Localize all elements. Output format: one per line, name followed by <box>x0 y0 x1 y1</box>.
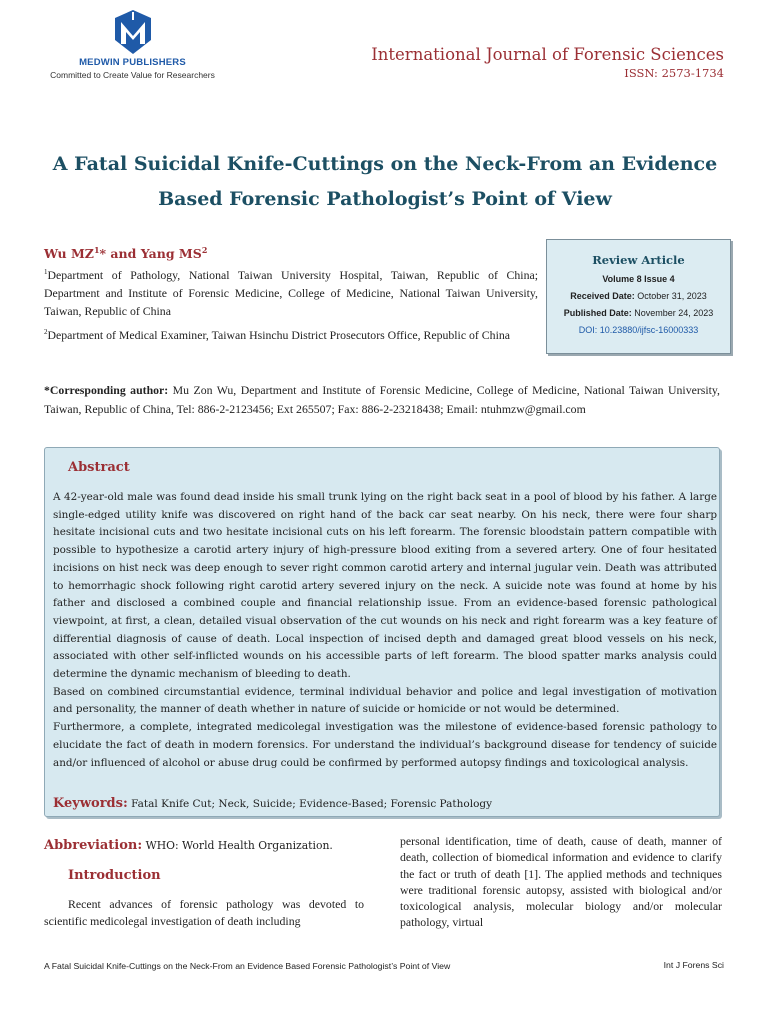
abbreviation-text: WHO: World Health Organization. <box>142 839 333 852</box>
keywords-label: Keywords: <box>53 796 128 811</box>
introduction-right-column: personal identification, time of death, cause of death, manner of death, collection of biomedical information and evidence to clarify the fact or truth of death [1]. The applied methods and techniques were traditional forensic autopsy, assisted with biological and/or toxicological analysis, molecular biology and/or molecular pathology, virtual <box>400 834 722 930</box>
published-date: Published Date: November 24, 2023 <box>563 308 714 318</box>
author-list <box>44 245 207 261</box>
footer-running-title: A Fatal Suicidal Knife-Cuttings on the Neck-From an Evidence Based Forensic Pathologist’s Point of View <box>44 961 451 971</box>
article-title-line-1: A Fatal Suicidal Knife-Cuttings on the Neck-From an Evidence <box>52 153 718 175</box>
medwin-logo-icon <box>111 8 155 56</box>
corresponding-author <box>44 381 720 419</box>
author-1: Wu MZ <box>44 246 94 262</box>
introduction-left-column: Recent advances of forensic pathology was devoted to scientific medicolegal investigation of death including <box>44 897 364 928</box>
article-title-line-2: Based Forensic Pathologist’s Point of View <box>158 188 612 210</box>
author-1-affil-mark: 1 <box>93 245 100 255</box>
article-info-box <box>546 239 731 354</box>
abstract-paragraph-3: Furthermore, a complete, integrated medicolegal investigation was the milestone of evidence-based forensic pathology to elucidate the fact of death in modern forensics. For understand the individual’s background disease for tendency of suicide and/or influenced of alcohol or abuse drug could be confirmed by performed autopsy findings and toxicological analysis. <box>53 721 717 769</box>
journal-name: International Journal of Forensic Sciences <box>371 45 724 64</box>
corresponding-text: Mu Zon Wu, Department and Institute of Forensic Medicine, College of Medicine, National Taiwan University, Taiwan, Republic of China, Tel: 886-2-2123456; Ext 265507; Fax: 886-2-23218438; Email: ntuhmzw@gmail.com <box>44 383 720 416</box>
introduction-heading: Introduction <box>68 868 161 883</box>
abstract-paragraph-2: Based on combined circumstantial evidence, terminal individual behavior and police and legal investigation of motivation and personality, the manner of death whether in nature of suicide or homicide or not would be determined. <box>53 685 717 716</box>
footer-journal-abbrev: Int J Forens Sci <box>663 960 724 970</box>
received-date: Received Date: October 31, 2023 <box>570 291 707 301</box>
author-2: Yang MS <box>140 246 202 262</box>
publisher-tagline: Committed to Create Value for Researchers <box>50 70 215 80</box>
keywords-text: Fatal Knife Cut; Neck, Suicide; Evidence-Based; Forensic Pathology <box>127 798 493 810</box>
affiliation-1-mark: 1 <box>44 268 48 276</box>
affiliation-2-text: Department of Medical Examiner, Taiwan Hsinchu District Prosecutors Office, Republic of China <box>47 327 510 342</box>
affiliation-1 <box>44 263 538 320</box>
abstract-paragraph-1: A 42-year-old male was found dead inside his small trunk lying on the right back seat in a pool of blood by his father. A large single-edged utility knife was discovered on right hand of the back car seat nearby. On his neck, there were four sharp hesitate incisional cuts and two hesitate incisional cuts on his left forearm. The forensic bloodstain pattern compatible with possible to hypothesize a carotid artery injury of high-pressure blood exiting from a severed artery. One of four hesitated incisions on hist neck was deep enough to sever right common carotid artery and internal jugular vein. Death was attributed to hemorrhagic shock following right carotid artery severed injury on the neck. A suicide note was found at home by his father and disclosed a combined couple and financial relationship issue. From an evidence-based forensic pathological viewpoint, at first, a clean, detailed visual observation of the cut wounds on his neck and right forearm was a key feature of differential diagnosis of cause of death. Local inspection of incised depth and damaged great blood vessels on his neck, associated with other self-inflicted wounds on his accessible parts of left forearm. The blood spatter marks analysis could determine the dynamic mechanism of bleeding to death. <box>53 491 717 681</box>
affiliation-2 <box>44 323 538 344</box>
article-type: Review Article <box>592 253 685 267</box>
abstract-box <box>44 447 720 817</box>
volume-issue: Volume 8 Issue 4 <box>602 274 675 284</box>
author-joiner: and <box>106 246 141 262</box>
abstract-heading: Abstract <box>68 460 130 475</box>
abstract-body <box>53 489 717 772</box>
abbreviation <box>44 834 333 853</box>
publisher-name: MEDWIN PUBLISHERS <box>79 57 186 68</box>
abbreviation-label: Abbreviation: <box>44 838 143 853</box>
author-1-corresponding-mark: * <box>99 246 107 262</box>
keywords <box>53 792 492 811</box>
affiliation-1-text: Department of Pathology, National Taiwan University Hospital, Taiwan, Republic of China; Department and Institute of Forensic Medicine, College of Medicine, National Taiwan University, Taiwan, Republic of China <box>44 267 538 318</box>
journal-header <box>371 45 724 80</box>
doi-link[interactable]: DOI: 10.23880/ijfsc-16000333 <box>578 325 699 335</box>
article-title <box>40 147 730 217</box>
author-2-affil-mark: 2 <box>201 245 208 255</box>
publisher-logo <box>40 8 225 80</box>
affiliation-2-mark: 2 <box>44 328 48 336</box>
corresponding-label: *Corresponding author: <box>44 383 169 397</box>
journal-issn: ISSN: 2573-1734 <box>624 66 724 80</box>
